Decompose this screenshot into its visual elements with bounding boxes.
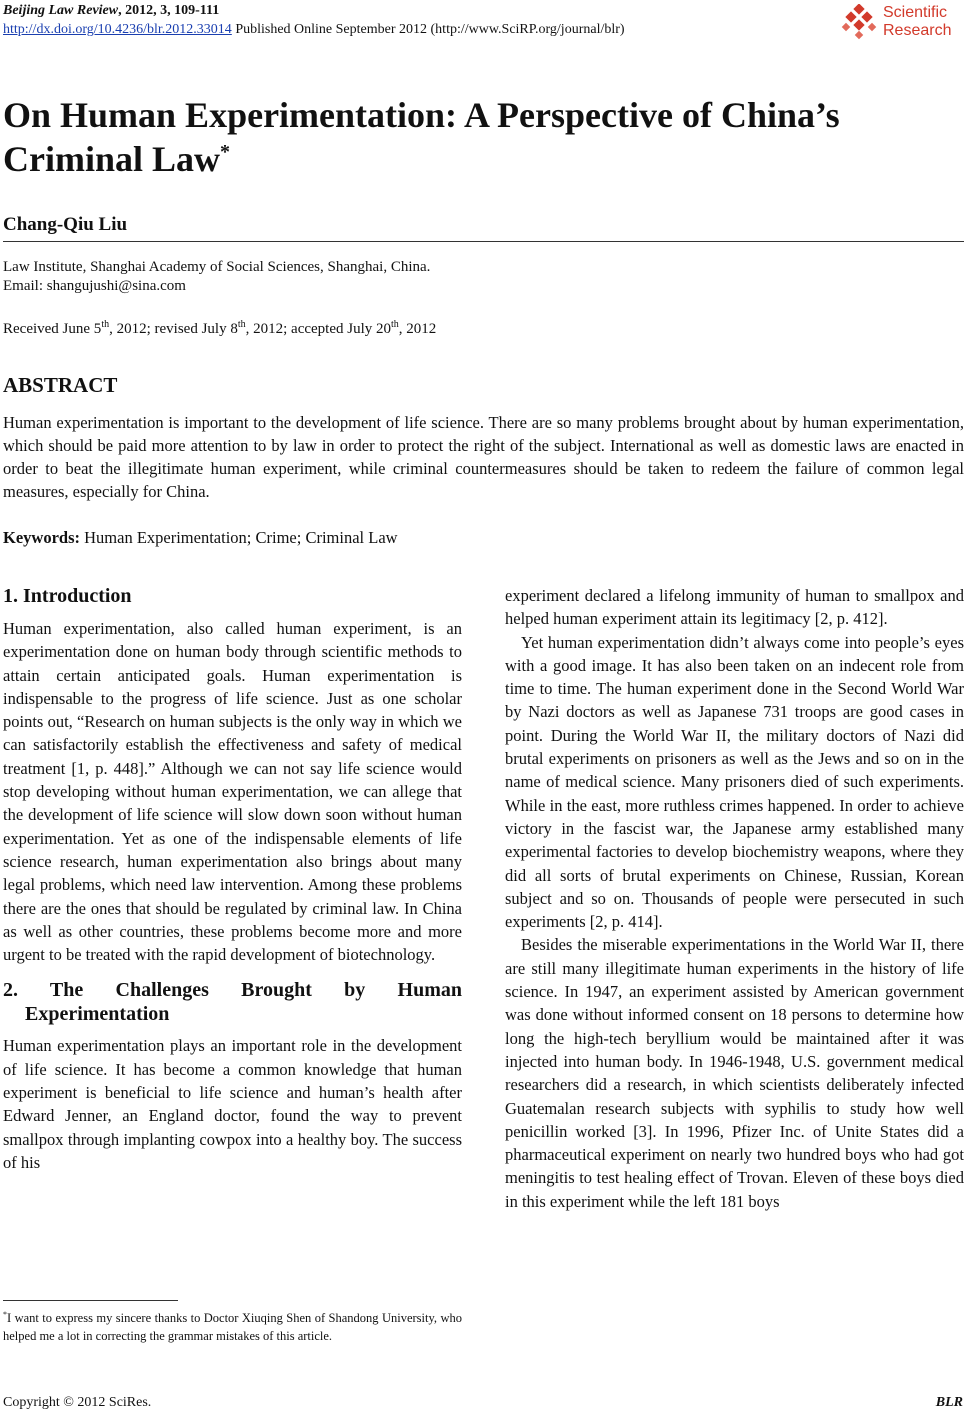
footnote-divider	[3, 1300, 178, 1301]
abstract-heading: ABSTRACT	[3, 373, 118, 397]
paragraph: Human experimentation plays an important role in the development of life science. It has become a common knowledge that human experiment is beneficial to life science and human’s health after Edward Jenner, an England doctor, found the way to prevent smallpox through implanting cowpox into a healthy boy. The success of his	[3, 1036, 462, 1172]
title-divider	[3, 241, 964, 242]
received-dates	[3, 314, 436, 340]
publisher-logo	[841, 2, 961, 42]
paragraph: Yet human experimentation didn’t always come into people’s eyes with a good image. It has also been taken on an indecent role from time to time. The human experiment done in the Second World War by Nazi doctors as well as Japanese 731 troops are good cases in point. During the World War II, the military doctors of Nazi did brutal experiments on prisoners as well as the Jews and so on in the name of medical science. Many prisoners died of such experiments. While in the east, more ruthless crimes happened. In order to achieve victory in the fascist war, the Japanese army established many experimental factories to develop biochemistry weapons, where they did all sorts of brutal experiments on Chinese, Russian, Korean subject and so on. Thousands of people were persecuted in such experiments [2, p. 414].	[505, 632, 964, 932]
title-footnote-mark: *	[220, 141, 231, 163]
title-text: On Human Experimentation: A Perspective of China’s Criminal Law	[3, 95, 840, 179]
revised-text: , 2012; revised July 8	[109, 321, 238, 337]
section-heading-challenges: 2. The Challenges Brought by Human Experimentation	[3, 979, 462, 1026]
author-email: Email: shangujushi@sina.com	[3, 278, 186, 294]
author-name: Chang-Qiu Liu	[3, 214, 128, 235]
journal-name: Beijing Law Review	[3, 3, 119, 18]
footnote-text: I want to express my sincere thanks to Doctor Xiuqing Shen of Shandong University, who helped me a lot in correcting the grammar mistakes of this article.	[3, 1311, 462, 1344]
footnote-mark: *	[3, 1310, 7, 1319]
author-affiliation: Law Institute, Shanghai Academy of Social Sciences, Shanghai, China.	[3, 259, 431, 275]
paragraph: experiment declared a lifelong immunity of human to smallpox and helped human experiment attain its legitimacy [2, p. 412].	[505, 586, 964, 629]
keywords-list: Human Experimentation; Crime; Criminal Law	[80, 528, 398, 547]
volume-info: , 2012, 3, 109-111	[118, 3, 220, 18]
published-online: Published Online September 2012 (http://www.SciRP.org/journal/blr)	[231, 22, 625, 37]
right-column	[505, 584, 964, 1213]
paragraph: Besides the miserable experimentations in the World War II, there are still many illegitimate human experiments in the history of life science. In 1947, an experiment assisted by American government was done without informed consent on 18 persons to determine how long the high-tech beryllium would be maintained after it was injected into human body. In 1946-1948, U.S. government medical researchers did a research, in which scientists deliberately infected Guatemalan research subjects with syphilis to study how well penicillin worked [3]. In 1996, Pfizer Inc. of Unite States did a pharmaceutical experiment on nearly two hundred boys who had got meningitis to test healing effect of Trovan. Eleven of these boys died in this experiment while the left 181 boys	[505, 935, 964, 1211]
ordinal-suffix: th	[237, 319, 246, 330]
doi-link[interactable]: http://dx.doi.org/10.4236/blr.2012.33014	[3, 22, 232, 37]
copyright-notice: Copyright © 2012 SciRes.	[3, 1395, 152, 1410]
accepted-text: , 2012; accepted July 20	[245, 321, 392, 337]
left-column	[3, 584, 462, 1174]
keywords-label: Keywords:	[3, 528, 80, 547]
logo-text-line1: Scientific	[883, 4, 948, 21]
paper-title	[3, 93, 953, 181]
year-text: , 2012	[398, 321, 437, 337]
logo-mark-icon	[841, 4, 879, 40]
received-text: Received June 5	[3, 321, 102, 337]
publication-line	[3, 21, 625, 38]
footnote	[3, 1306, 462, 1345]
abstract-text: Human experimentation is important to the development of life science. There are so many problems brought about by human experimentation, which should be paid more attention to by law in order to protect the right of the subject. International as well as domestic laws are enacted in order to beat the illegitimate human experiment, while criminal countermeasures should be taken to redeem the failure of common legal measures, especially for China.	[3, 413, 964, 501]
logo-text-line2: Research	[883, 22, 952, 39]
journal-abbreviation: BLR	[935, 1395, 963, 1410]
ordinal-suffix: th	[101, 319, 110, 330]
paragraph: Human experimentation, also called human experiment, is an experimentation done on human body through scientific methods to attain certain anticipated goals. Human experimentation is indispensable to the progress of life science. Just as one scholar points out, “Research on human subjects is the only way in which we can satisfactorily establish the effectiveness and safety of medical treatment [1, p. 448].” Although we can not say life science would stop developing without human experimentation, we can allege that the development of life science will slow down soon without human experimentation. Yet as one of the indispensable elements of life science research, human experimentation also brings about many legal problems, which need law intervention. Among these problems there are the ones that should be regulated by criminal law. In China as well as other countries, these problems become more and more urgent to be treated with the rapid development of biotechnology.	[3, 619, 462, 965]
keywords	[3, 526, 398, 549]
journal-citation	[3, 2, 219, 19]
section-heading-introduction: 1. Introduction	[3, 585, 132, 607]
ordinal-suffix: th	[391, 319, 399, 330]
